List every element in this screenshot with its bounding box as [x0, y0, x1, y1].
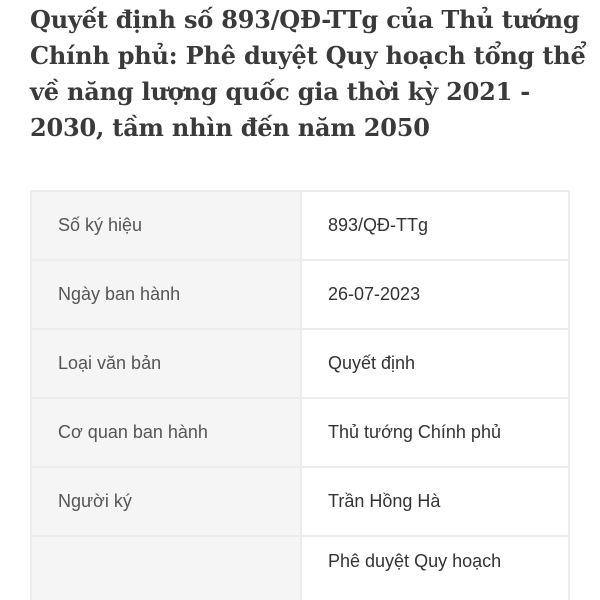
table-row [31, 536, 569, 600]
row-label-issuing-agency: Cơ quan ban hành [31, 398, 301, 467]
row-label-document-type: Loại văn bản [31, 329, 301, 398]
row-value-summary: Phê duyệt Quy hoạch [301, 536, 569, 600]
table-row [31, 329, 569, 398]
row-value-issuing-agency: Thủ tướng Chính phủ [301, 398, 569, 467]
table-row [31, 398, 569, 467]
row-label-signer: Người ký [31, 467, 301, 536]
row-label-summary [31, 536, 301, 600]
row-label-issue-date: Ngày ban hành [31, 260, 301, 329]
table-row [31, 191, 569, 260]
row-value-issue-date: 26-07-2023 [301, 260, 569, 329]
row-value-symbol: 893/QĐ-TTg [301, 191, 569, 260]
row-value-document-type: Quyết định [301, 329, 569, 398]
page-title: Quyết định số 893/QĐ-TTg của Thủ tướng Chính phủ: Phê duyệt Quy hoạch tổng thể về năng lượng quốc gia thời kỳ 2021 - 2030, tầm nhìn đến năm 2050 [30, 5, 586, 142]
table-row [31, 467, 569, 536]
row-value-signer: Trần Hồng Hà [301, 467, 569, 536]
document-details-table [30, 190, 570, 600]
table-row [31, 260, 569, 329]
row-label-symbol: Số ký hiệu [31, 191, 301, 260]
